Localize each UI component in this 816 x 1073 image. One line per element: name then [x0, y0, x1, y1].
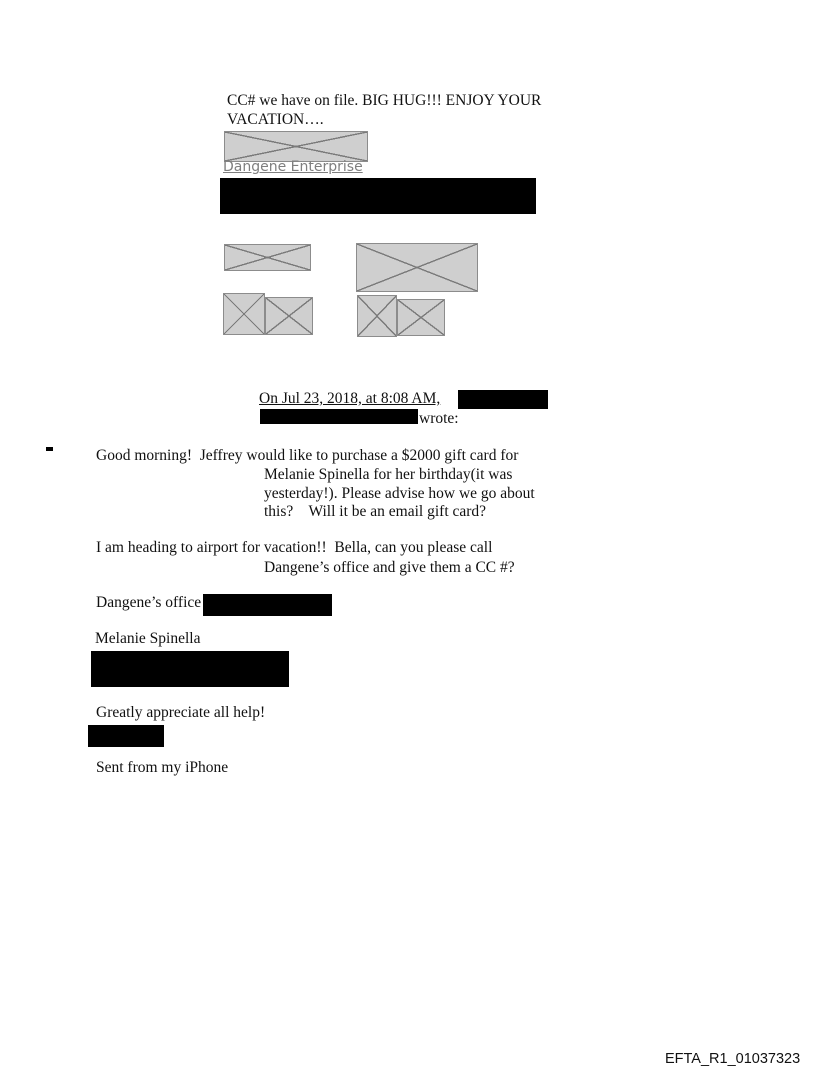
body-paragraph1-line1: Good morning! Jeffrey would like to purchase a $2000 gift card for: [96, 447, 519, 464]
bates-number: EFTA_R1_01037323: [665, 1051, 801, 1067]
sender-link[interactable]: Dangene Enterprise: [223, 159, 363, 175]
body-paragraph1-line3: yesterday!). Please advise how we go about: [264, 485, 535, 502]
closing-text: Greatly appreciate all help!: [96, 704, 266, 721]
intro-text-line-2: VACATION….: [227, 111, 324, 128]
broken-image-placeholder-1: [224, 244, 311, 271]
quote-attribution-wrote: wrote:: [419, 410, 459, 427]
broken-image-placeholder-2: [356, 243, 478, 292]
broken-image-placeholder-3: [223, 293, 265, 335]
signature-text: Sent from my iPhone: [96, 759, 229, 776]
body-paragraph1-line4: this? Will it be an email gift card?: [264, 503, 487, 520]
broken-image-placeholder-4: [265, 297, 313, 335]
redaction-bar-sender-name: [458, 390, 548, 409]
body-paragraph2-line2: Dangene’s office and give them a CC #?: [264, 559, 515, 576]
broken-image-placeholder-banner: [224, 131, 368, 162]
broken-image-placeholder-6: [397, 299, 445, 336]
margin-mark: [46, 447, 53, 451]
redaction-bar-sender-email: [260, 409, 418, 424]
contact-name: Melanie Spinella: [95, 630, 201, 647]
office-label: Dangene’s office: [96, 594, 202, 611]
redaction-bar-sender-sign: [88, 725, 164, 747]
redaction-block-contact-info: [91, 651, 289, 687]
broken-image-placeholder-5: [357, 295, 397, 337]
body-paragraph2-line1: I am heading to airport for vacation!! Bella, can you please call: [96, 539, 493, 556]
body-paragraph1-line2: Melanie Spinella for her birthday(it was: [264, 466, 513, 483]
redaction-bar-signature: [220, 178, 536, 214]
quote-attribution-date: On Jul 23, 2018, at 8:08 AM,: [259, 390, 441, 407]
redaction-bar-office-phone: [203, 594, 332, 616]
intro-text-line-1: CC# we have on file. BIG HUG!!! ENJOY YOUR: [227, 92, 542, 109]
